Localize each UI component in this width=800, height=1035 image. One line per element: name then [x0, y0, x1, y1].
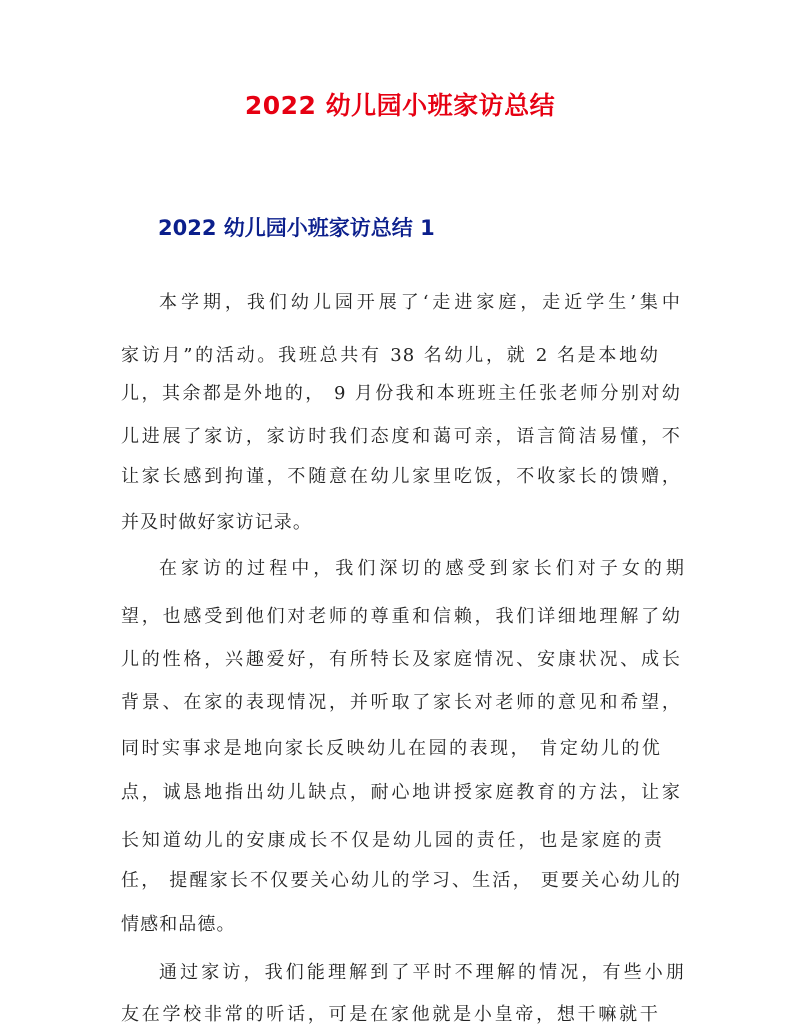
paragraph-line: 儿的性格，兴趣爱好，有所特长及家庭情况、安康状况、成长 — [121, 649, 681, 670]
paragraph-line: 友在学校非常的听话，可是在家他就是小皇帝，想干嘛就干 — [121, 1004, 659, 1025]
paragraph-line: 情感和品德。 — [121, 914, 236, 935]
paragraph-line: 家访月”的活动。我班总共有 38 名幼儿，就 2 名是本地幼 — [121, 345, 659, 366]
paragraph-line: 长知道幼儿的安康成长不仅是幼儿园的责任，也是家庭的责 — [121, 830, 663, 851]
section-title: 2022 幼儿园小班家访总结 1 — [158, 216, 435, 240]
paragraph-line: 望，也感受到他们对老师的尊重和信赖，我们详细地理解了幼 — [121, 606, 681, 627]
paragraph-line: 通过家访，我们能理解到了平时不理解的情况，有些小朋 — [159, 962, 685, 983]
paragraph-line: 并及时做好家访记录。 — [121, 512, 312, 533]
paragraph-line: 儿进展了家访，家访时我们态度和蔼可亲，语言简洁易懂，不 — [121, 426, 681, 447]
document-title: 2022 幼儿园小班家访总结 — [244, 91, 556, 120]
paragraph-line: 儿，其余都是外地的， 9 月份我和本班班主任张老师分别对幼 — [121, 383, 681, 404]
paragraph-line: 本学期，我们幼儿园开展了‘走进家庭，走近学生’集中 — [159, 292, 681, 313]
paragraph-line: 任， 提醒家长不仅要关心幼儿的学习、生活， 更要关心幼儿的 — [121, 870, 681, 891]
paragraph-line: 同时实事求是地向家长反映幼儿在园的表现， 肯定幼儿的优 — [121, 738, 661, 759]
paragraph-line: 背景、在家的表现情况，并听取了家长对老师的意见和希望， — [121, 692, 681, 713]
paragraph-line: 让家长感到拘谨，不随意在幼儿家里吃饭，不收家长的馈赠， — [121, 466, 681, 487]
paragraph-line: 点，诚恳地指出幼儿缺点，耐心地讲授家庭教育的方法，让家 — [121, 782, 681, 803]
paragraph-line: 在家访的过程中，我们深切的感受到家长们对子女的期 — [159, 558, 685, 579]
